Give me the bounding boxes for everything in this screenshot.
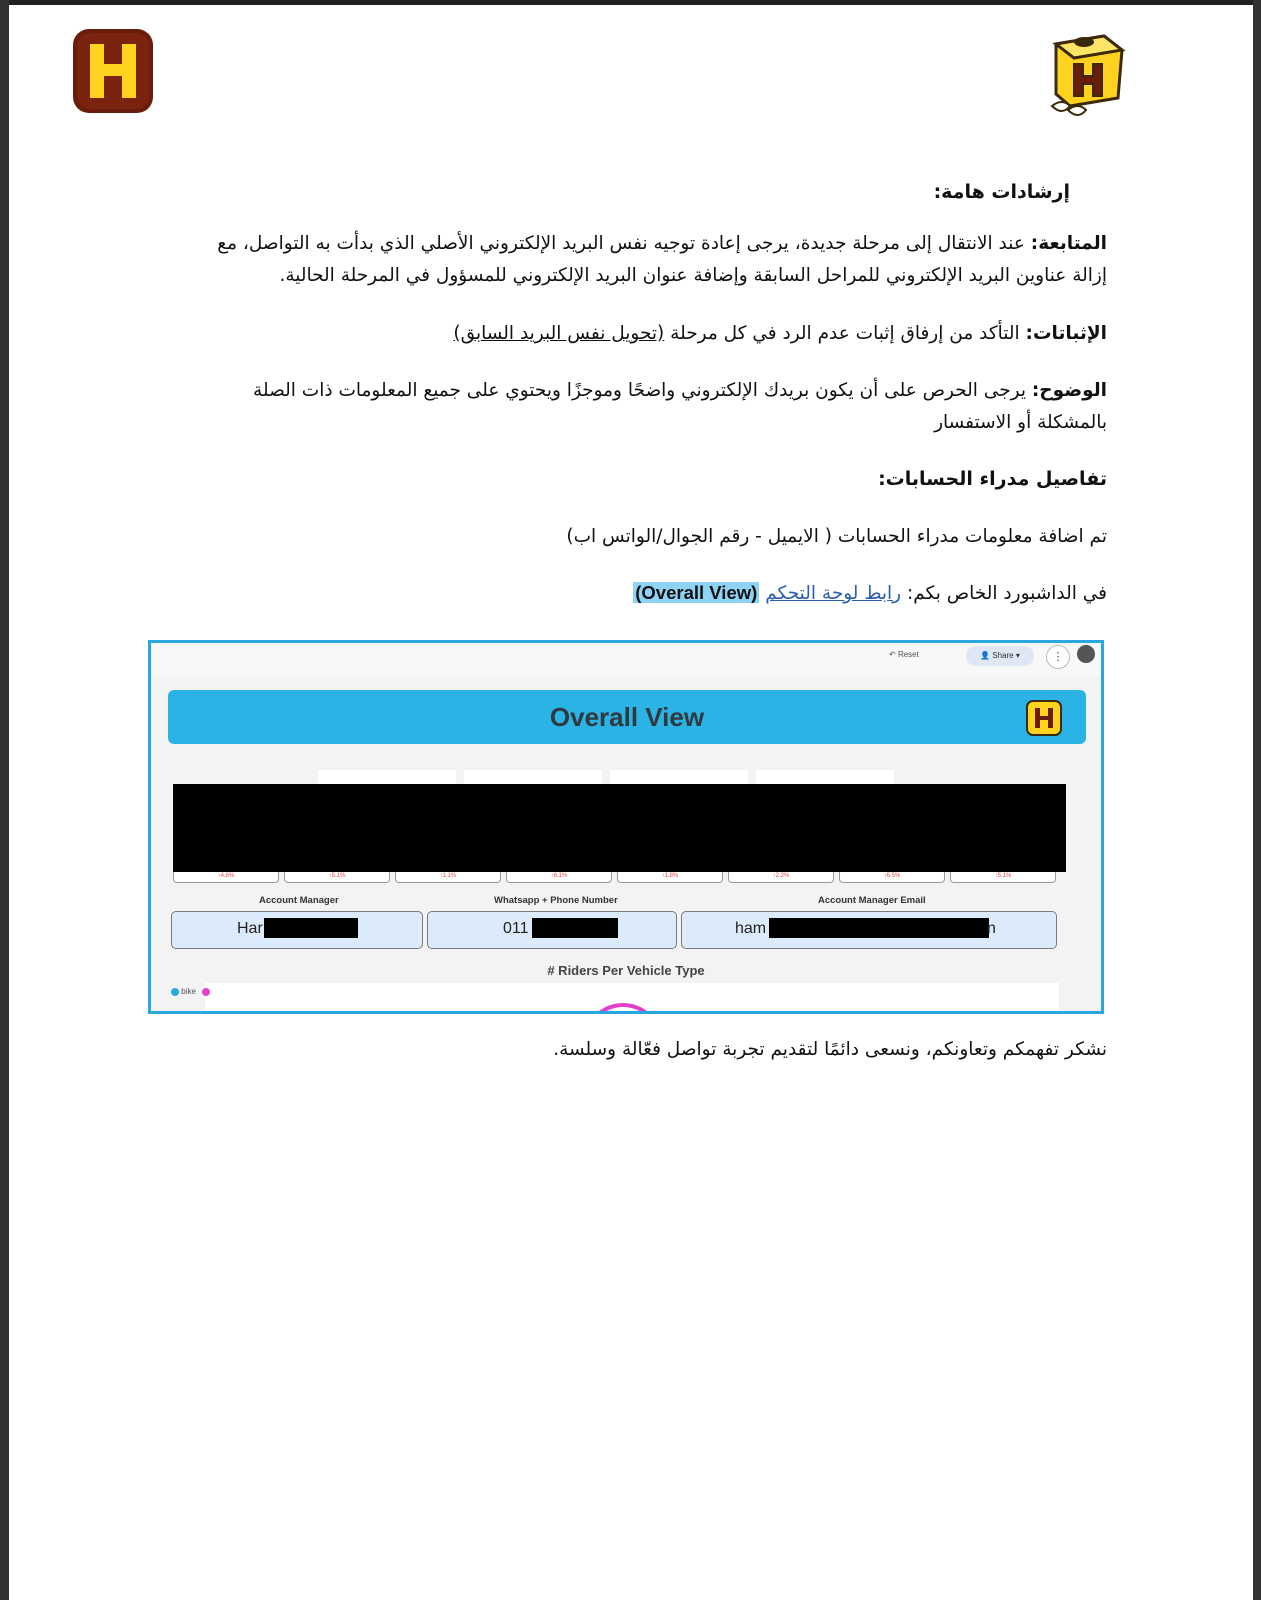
more-options-icon[interactable]: ⋮: [1046, 645, 1070, 669]
share-label: Share: [992, 651, 1014, 660]
phone-value: 011: [503, 920, 529, 937]
kpi-card: [318, 770, 456, 784]
clarity-label: الوضوح:: [1031, 380, 1107, 401]
account-manager-label: Account Manager: [259, 895, 339, 906]
account-manager-field: [171, 911, 423, 949]
kpi-card: [756, 770, 894, 784]
phone-label: Whatsapp + Phone Number: [494, 895, 618, 906]
account-manager-value: Har: [237, 920, 263, 937]
redacted-name: [264, 918, 358, 938]
stat-change: ↑1.1%: [395, 872, 501, 883]
frame-right-edge: [1253, 0, 1261, 1600]
account-managers-heading: تفاصيل مدراء الحسابات:: [878, 468, 1107, 490]
phone-field: [427, 911, 677, 949]
email-field: [681, 911, 1057, 949]
thanks-paragraph: نشكر تفهمكم وتعاونكم، ونسعى دائمًا لتقديم تجربة تواصل فعّالة وسلسة.: [553, 1039, 1107, 1060]
proofs-text: التأكد من إرفاق إثبات عدم الرد في كل مرحلة: [670, 323, 1020, 344]
user-avatar[interactable]: [1077, 645, 1095, 663]
kpi-card: [610, 770, 748, 784]
redacted-phone: [532, 918, 618, 938]
brand-mascot-logo: [1046, 28, 1130, 120]
brand-logo-left: [72, 28, 154, 114]
share-button[interactable]: 👤 Share ▾: [966, 646, 1034, 666]
dashboard-highlight: (Overall View): [635, 582, 758, 603]
dashboard-link[interactable]: رابط لوحة التحكم: [765, 583, 902, 604]
reset-button[interactable]: ↶ Reset: [889, 650, 919, 659]
clarity-text: يرجى الحرص على أن يكون بريدك الإلكتروني واضحًا وموجزًا ويحتوي على جميع المعلومات ذات الصلة بالمشكلة أو الاستفسار: [253, 380, 1107, 433]
email-value-start: ham: [735, 920, 767, 937]
dashboard-screenshot: [148, 640, 1104, 1014]
banner-brand-icon: [1026, 700, 1062, 736]
dashboard-line: [633, 577, 1107, 610]
stat-change: ↑4.8%: [173, 872, 279, 883]
banner-title: Overall View: [549, 702, 705, 732]
dashboard-prefix: في الداشبورد الخاص بكم:: [907, 583, 1107, 604]
frame-left-edge: [0, 0, 9, 1600]
clarity-paragraph: [185, 375, 1107, 439]
frame-top-edge: [0, 0, 1261, 5]
kpi-card: [464, 770, 602, 784]
redacted-email: [769, 918, 989, 938]
stat-change: ↑6.1%: [506, 872, 612, 883]
stat-change: ↑2.2%: [728, 872, 834, 883]
proofs-paragraph: [185, 318, 1107, 350]
overall-view-banner: [168, 690, 1086, 744]
bike-legend-dot: [171, 988, 179, 996]
stat-change: ↑6.5%: [839, 872, 945, 883]
redacted-block: [173, 784, 1066, 872]
account-managers-text: تم اضافة معلومات مدراء الحسابات ( الايميل - رقم الجوال/الواتس اب): [566, 526, 1107, 547]
stat-change: ↑1.8%: [617, 872, 723, 883]
proofs-label: الإثباتات:: [1025, 323, 1107, 344]
stat-change: ↑5.1%: [950, 872, 1056, 883]
chart-legend: [171, 987, 210, 996]
followup-text: عند الانتقال إلى مرحلة جديدة، يرجى إعادة توجيه نفس البريد الإلكتروني الأصلي الذي بدأت به التواصل، مع إزالة عناوين البريد الإلكتروني للمراحل السابقة وإضافة عنوان البريد الإلكتروني للمسؤول في المرحلة الحالية.: [217, 233, 1107, 286]
followup-paragraph: [185, 228, 1107, 292]
email-value-end: n: [987, 920, 996, 937]
bike-legend-label: bike: [181, 987, 196, 996]
email-label: Account Manager Email: [818, 895, 926, 906]
stat-change: ↑5.1%: [284, 872, 390, 883]
reset-label: Reset: [897, 650, 919, 659]
proofs-underlined: (تحويل نفس البريد السابق): [453, 323, 665, 344]
riders-chart-title: # Riders Per Vehicle Type: [547, 963, 705, 978]
other-legend-dot: [202, 988, 210, 996]
instructions-heading: إرشادات هامة:: [933, 181, 1070, 203]
followup-label: المتابعة:: [1030, 233, 1107, 254]
dashboard-toolbar: [151, 643, 1101, 677]
